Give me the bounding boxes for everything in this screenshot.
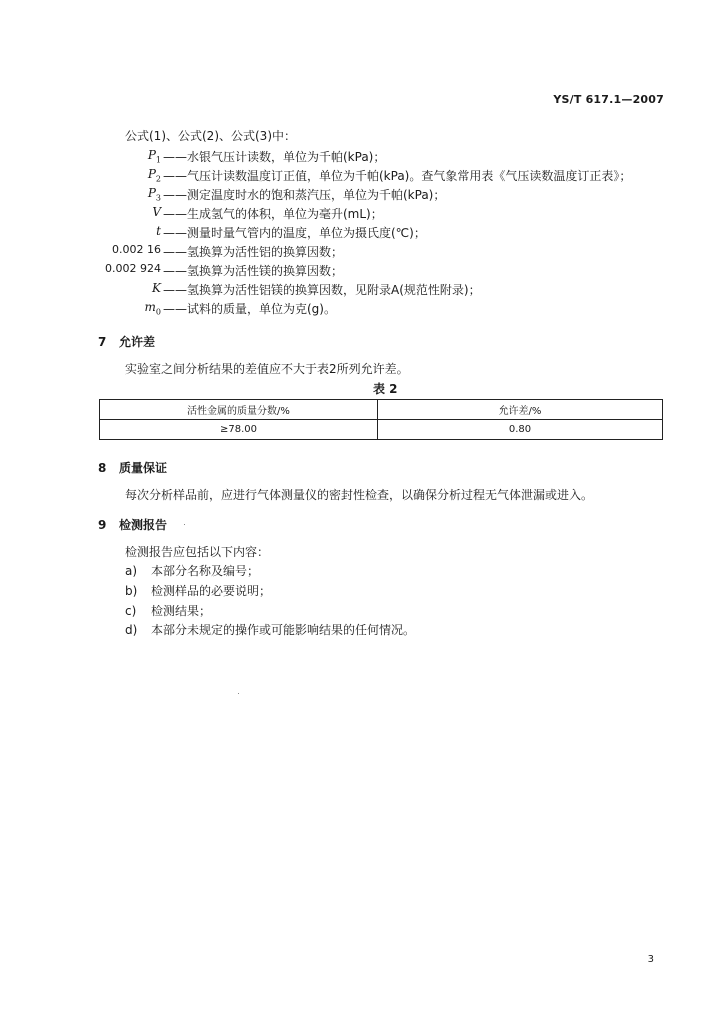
table-header-row bbox=[100, 400, 663, 420]
section-number: 7 bbox=[98, 335, 107, 349]
section-9-intro: 检测报告应包括以下内容： bbox=[125, 545, 270, 559]
variable-description: ——试料的质量，单位为克(g)。 bbox=[163, 302, 336, 316]
variable-symbol: $P_3$ bbox=[147, 186, 161, 203]
section-number: 8 bbox=[98, 461, 107, 475]
list-text: 本部分名称及编号； bbox=[151, 564, 260, 578]
variable-description: ——水银气压计读数，单位为千帕(kPa)； bbox=[163, 150, 386, 164]
scan-speck bbox=[238, 693, 239, 694]
variable-row bbox=[0, 243, 722, 262]
variable-row bbox=[0, 300, 722, 319]
table-header-cell: 活性金属的质量分数/% bbox=[100, 400, 378, 420]
formula-intro: 公式(1)、公式(2)、公式(3)中： bbox=[125, 129, 296, 143]
table-header-cell: 允许差/% bbox=[378, 400, 663, 420]
list-item bbox=[125, 562, 259, 579]
table-caption: 表 2 bbox=[373, 382, 398, 396]
variable-description: ——测定温度时水的饱和蒸汽压，单位为千帕(kPa)； bbox=[163, 188, 446, 202]
variable-row bbox=[0, 281, 722, 300]
variable-row bbox=[0, 205, 722, 224]
list-text: 本部分未规定的操作或可能影响结果的任何情况。 bbox=[151, 623, 416, 637]
variable-symbol: $m_0$ bbox=[144, 300, 161, 317]
variable-description: ——氢换算为活性铝的换算因数； bbox=[163, 245, 344, 259]
variable-row bbox=[0, 186, 722, 205]
section-title: 质量保证 bbox=[119, 461, 168, 475]
list-marker: c) bbox=[125, 604, 137, 618]
variable-symbol: $P_2$ bbox=[147, 167, 161, 184]
table-cell: ≥78.00 bbox=[100, 420, 378, 440]
scan-speck bbox=[184, 524, 185, 525]
section-heading-8 bbox=[98, 459, 167, 476]
section-heading-9 bbox=[98, 516, 167, 533]
variable-row bbox=[0, 167, 722, 186]
variable-row bbox=[0, 148, 722, 167]
standard-code: YS/T 617.1—2007 bbox=[553, 93, 664, 106]
section-title: 允许差 bbox=[119, 335, 156, 349]
variable-symbol: $P_1$ bbox=[147, 148, 161, 165]
variable-description: ——氢换算为活性镁的换算因数； bbox=[163, 264, 344, 278]
variable-description: ——测量时量气管内的温度，单位为摄氏度(℃)； bbox=[163, 226, 426, 240]
section-8-text: 每次分析样品前，应进行气体测量仪的密封性检查，以确保分析过程无气体泄漏或进入。 bbox=[125, 488, 594, 502]
variable-row bbox=[0, 224, 722, 243]
list-text: 检测样品的必要说明； bbox=[151, 584, 272, 598]
variable-symbol: 0.002 924 bbox=[105, 262, 161, 275]
list-item bbox=[125, 602, 211, 619]
tolerance-table bbox=[99, 399, 663, 440]
list-marker: b) bbox=[125, 584, 138, 598]
list-text: 检测结果； bbox=[151, 604, 212, 618]
variable-symbol: K bbox=[152, 281, 161, 295]
section-heading-7 bbox=[98, 333, 155, 350]
table-cell: 0.80 bbox=[378, 420, 663, 440]
variable-row bbox=[0, 262, 722, 281]
variable-symbol: 0.002 16 bbox=[112, 243, 161, 256]
section-title: 检测报告 bbox=[119, 518, 168, 532]
variable-description: ——氢换算为活性铝镁的换算因数，见附录A(规范性附录)； bbox=[163, 283, 481, 297]
variable-description: ——气压计读数温度订正值，单位为千帕(kPa)。查气象常用表《气压读数温度订正表》； bbox=[163, 169, 632, 183]
table-row bbox=[100, 420, 663, 440]
variable-symbol: V bbox=[152, 205, 161, 219]
list-item bbox=[125, 621, 415, 638]
list-item bbox=[125, 582, 271, 599]
variable-symbol: t bbox=[156, 224, 161, 238]
variable-description: ——生成氢气的体积，单位为毫升(mL)； bbox=[163, 207, 383, 221]
list-marker: d) bbox=[125, 623, 138, 637]
list-marker: a) bbox=[125, 564, 138, 578]
page-number: 3 bbox=[647, 954, 654, 965]
section-7-text: 实验室之间分析结果的差值应不大于表2所列允许差。 bbox=[125, 362, 409, 376]
section-number: 9 bbox=[98, 518, 107, 532]
